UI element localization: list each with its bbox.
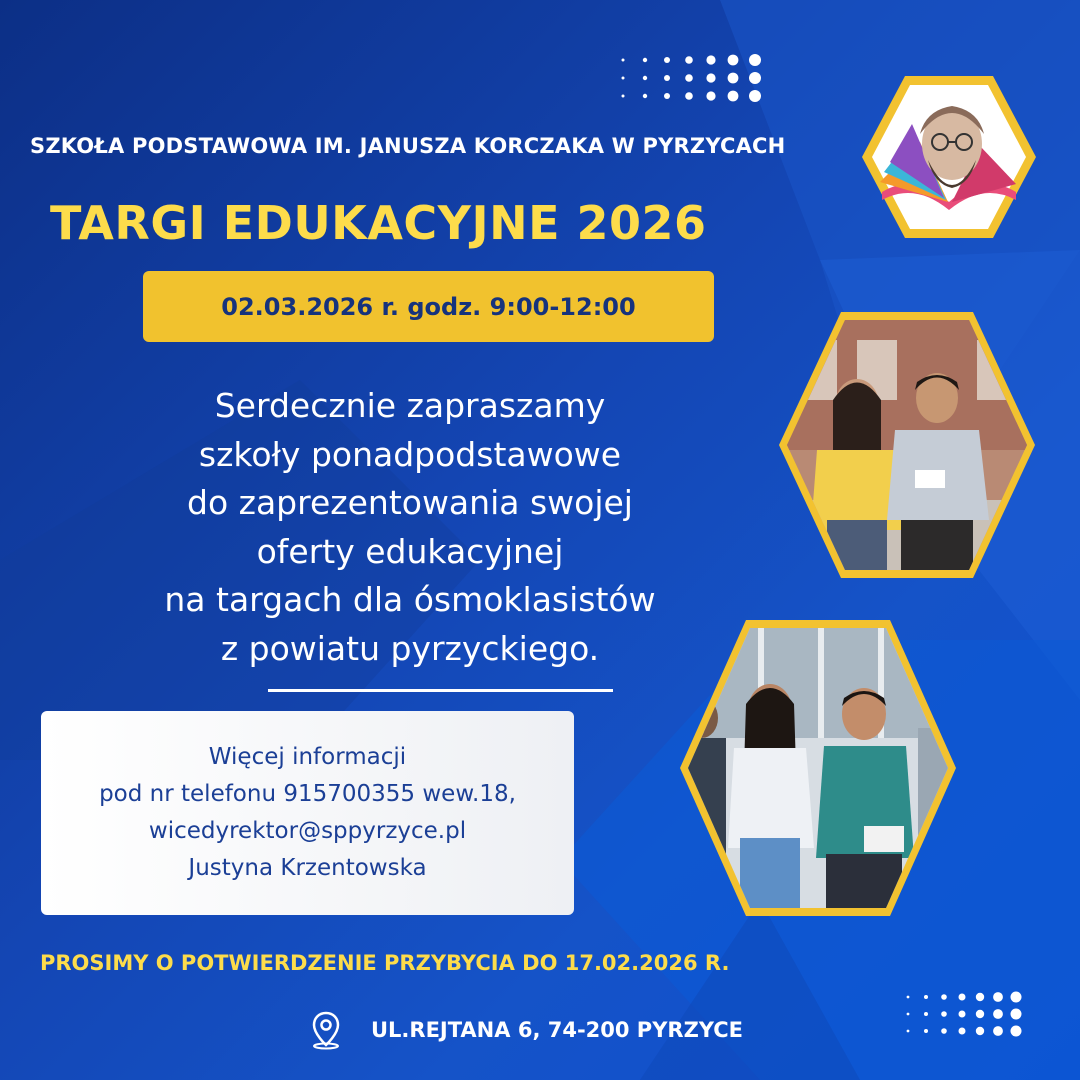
contact-heading: Więcej informacji: [208, 744, 407, 770]
contact-phone: pod nr telefonu 915700355 wew.18,: [99, 781, 516, 807]
invitation-text: [40, 382, 780, 673]
invitation-line: oferty edukacyjnej: [256, 531, 564, 571]
invitation-line: do zaprezentowania swojej: [187, 483, 633, 522]
students-photo-1: [777, 310, 1037, 580]
date-banner: [143, 271, 714, 342]
invitation-line: szkoły ponadpodstawowe: [198, 434, 622, 474]
contact-info-box: [41, 711, 574, 915]
event-title: TARGI EDUKACYJNE 2026: [50, 196, 707, 250]
address-row: [309, 1010, 743, 1050]
school-logo: [860, 72, 1038, 242]
event-date-time: 02.03.2026 r. godz. 9:00-12:00: [221, 292, 636, 321]
decorative-dots-bottom: [902, 990, 1027, 1038]
invitation-line: na targach dla ósmoklasistów: [164, 580, 656, 619]
contact-email: wicedyrektor@sppyrzyce.pl: [148, 818, 467, 844]
divider-line: [268, 689, 613, 692]
decorative-dots-top: [615, 52, 775, 104]
rsvp-notice: PROSIMY O POTWIERDZENIE PRZYBYCIA DO 17.02.2026 R.: [40, 951, 730, 975]
location-pin-icon: [309, 1010, 343, 1050]
contact-person: Justyna Krzentowska: [188, 855, 427, 881]
invitation-line: z powiatu pyrzyckiego.: [220, 628, 600, 668]
school-name: SZKOŁA PODSTAWOWA IM. JANUSZA KORCZAKA W PYRZYCACH: [30, 134, 786, 158]
event-address: UL.REJTANA 6, 74-200 PYRZYCE: [371, 1018, 744, 1042]
invitation-line: Serdecznie zapraszamy: [214, 386, 606, 425]
